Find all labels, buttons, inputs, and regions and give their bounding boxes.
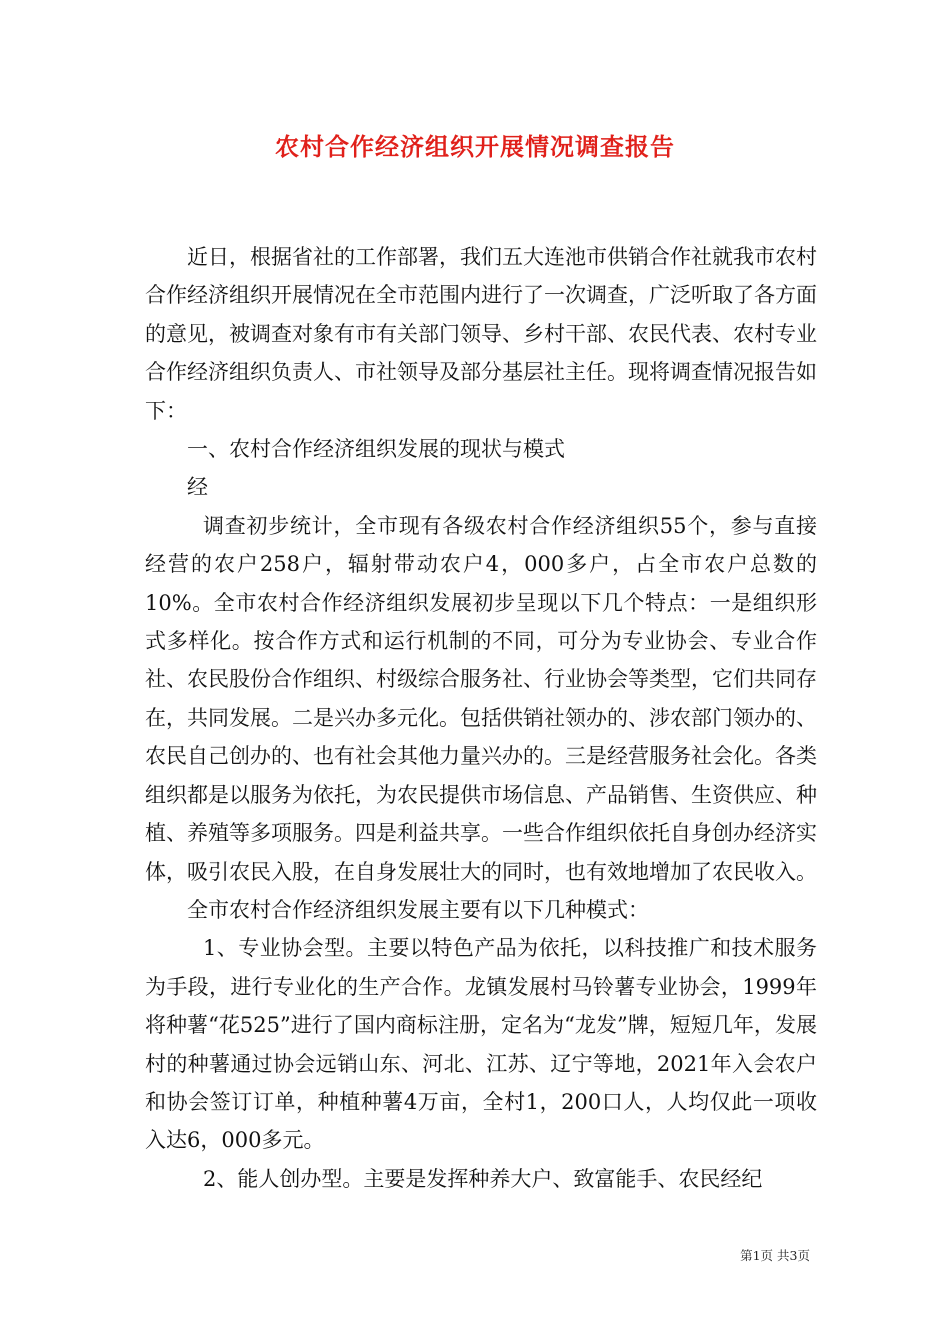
document-body xyxy=(145,238,817,1198)
mode-2-paragraph: 2、能人创办型。主要是发挥种养大户、致富能手、农民经纪 xyxy=(203,1166,763,1191)
mode-1-paragraph: 1、专业协会型。主要以特色产品为依托，以科技推广和技术服务为手段，进行专业化的生产合作。龙镇发展村马铃薯专业协会，1999年将种薯“花525”进行了国内商标注册，定名为“龙发”牌，短短几年，发展村的种薯通过协会远销山东、河北、江苏、辽宁等地，2021年入会农户和协会签订订单，种植种薯4万亩，全村1，200口人，人均仅此一项收入达6，000多元。 xyxy=(145,936,817,1153)
modes-intro-paragraph: 全市农村合作经济组织发展主要有以下几种模式： xyxy=(187,897,649,922)
document-title: 农村合作经济组织开展情况调查报告 xyxy=(275,132,675,161)
stray-character-line: 经 xyxy=(187,475,208,500)
section-heading: 一、农村合作经济组织发展的现状与模式 xyxy=(187,437,565,462)
page-number: 第1页 共3页 xyxy=(740,1248,810,1263)
intro-paragraph: 近日，根据省社的工作部署，我们五大连池市供销合作社就我市农村合作经济组织开展情况在全市范围内进行了一次调查，广泛听取了各方面的意见，被调查对象有市有关部门领导、乡村干部、农民代表、农村专业合作经济组织负责人、市社领导及部分基层社主任。现将调查情况报告如下： xyxy=(145,245,817,423)
survey-statistics-paragraph: 调查初步统计，全市现有各级农村合作经济组织55个，参与直接经营的农户258户，辐射带动农户4，000多户，占全市农户总数的10%。全市农村合作经济组织发展初步呈现以下几个特点：一是组织形式多样化。按合作方式和运行机制的不同，可分为专业协会、专业合作社、农民股份合作组织、村级综合服务社、行业协会等类型，它们共同存在，共同发展。二是兴办多元化。包括供销社领办的、涉农部门领办的、农民自己创办的、也有社会其他力量兴办的。三是经营服务社会化。各类组织都是以服务为依托，为农民提供市场信息、产品销售、生资供应、种植、养殖等多项服务。四是利益共享。一些合作组织依托自身创办经济实体，吸引农民入股，在自身发展壮大的同时，也有效地增加了农民收入。 xyxy=(145,513,817,884)
